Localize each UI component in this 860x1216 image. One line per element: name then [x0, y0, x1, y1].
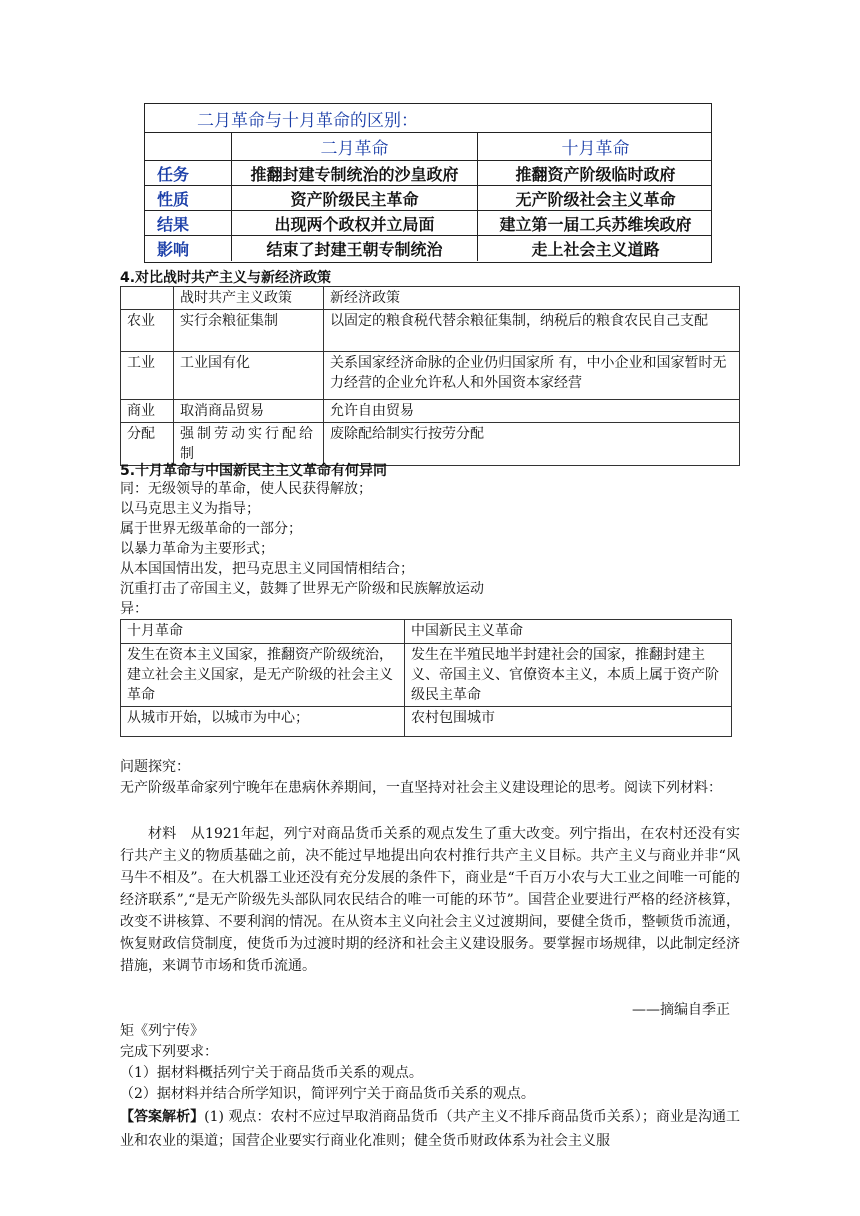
table-row: 工业 工业国有化 关系国家经济命脉的企业仍归国家所 有，中小企业和国家暂时无力经营的企业允许私人和外国资本家经营 [121, 352, 740, 400]
answer-text: 【答案解析】(1) 观点：农村不应过早取消商品货币（共产主义不排斥商品货币关系）；商业是沟通工业和农业的渠道；国营企业要实行商业化准则；健全货币财政体系为社会主义服 [120, 1109, 741, 1149]
inquiry-intro: 无产阶级革命家列宁晚年在患病休养期间，一直坚持对社会主义建设理论的思考。阅读下列材料： [120, 780, 722, 796]
table-row: 从城市开始，以城市为中心； 农村包围城市 [121, 707, 732, 737]
table-row: 结果 出现两个政权并立局面 建立第一届工兵苏维埃政府 [145, 211, 711, 236]
table-row: 任务 推翻封建专制统治的沙皇政府 推翻资产阶级临时政府 [145, 161, 711, 186]
table-row: 发生在资本主义国家，推翻资产阶级统治，建立社会主义国家，是无产阶级的社会主义革命 发生在半殖民地半封建社会的国家，推翻封建主义、帝国主义、官僚资本主义，本质上属于资产阶级民主革命 [121, 644, 732, 707]
table-row: 影响 结束了封建王朝专制统治 走上社会主义道路 [145, 236, 711, 261]
requirements-label: 完成下列要求： [120, 1044, 218, 1060]
table-row: 分配 强制劳动实行配给制 废除配给制实行按劳分配 [121, 423, 740, 466]
table-row: 战时共产主义政策 新经济政策 [121, 287, 740, 310]
header-february: 二月革命 [231, 133, 477, 160]
table-row: 商业 取消商品贸易 允许自由贸易 [121, 400, 740, 423]
answer-label: 【答案解析】 [120, 1109, 205, 1125]
section4-title: 4.对比战时共产主义与新经济政策 [120, 270, 332, 286]
table-row: 十月革命 中国新民主义革命 [121, 620, 732, 644]
policy-comparison-table [120, 286, 740, 466]
table-row: 性质 资产阶级民主革命 无产阶级社会主义革命 [145, 186, 711, 211]
inquiry-title: 问题探究： [120, 759, 190, 775]
table-row: 农业 实行余粮征集制 以固定的粮食税代替余粮征集制，纳税后的粮食农民自己支配 [121, 310, 740, 352]
table-header [145, 133, 711, 161]
material-text: 材料 从1921年起，列宁对商品货币关系的观点发生了重大改变。列宁指出，在农村还没有实行共产主义的物质基础之前，决不能过早地提出向农村推行共产主义目标。共产主义与商业并非“风马牛不相及”。在大机器工业还没有充分发展的条件下，商业是“千百万小农与大工业之间唯一可能的经济联系”,“是无产阶级先头部队同农民结合的唯一可能的环节”。国营企业要进行严格的经济核算，改变不讲核算、不要利润的情况。在从资本主义向社会主义过渡期间，要健全货币，整顿货币流通，恢复财政信贷制度，使货币为过渡时期的经济和社会主义建设服务。要掌握市场规律，以此制定经济措施，来调节市场和货币流通。 [120, 826, 740, 974]
section5-title: 5.十月革命与中国新民主主义革命有何异同 [120, 463, 388, 479]
source-line2: 矩《列宁传》 [120, 1023, 204, 1039]
question-2: （2）据材料并结合所学知识，简评列宁关于商品货币关系的观点。 [120, 1086, 535, 1102]
table-caption: 二月革命与十月革命的区别： [145, 104, 711, 133]
similarities-text: 同：无级领导的革命，使人民获得解放； 以马克思主义为指导； 属于世界无级革命的一部分； 以暴力革命为主要形式； 从本国国情出发，把马克思主义同国情相结合； 沉重打击了帝国主义，鼓舞了世界无产阶级和民族解放运动 异： [120, 481, 484, 617]
header-october: 十月革命 [477, 133, 713, 160]
revolution-differences-table [120, 619, 732, 737]
question-1: （1）据材料概括列宁关于商品货币关系的观点。 [120, 1065, 423, 1081]
revolution-comparison-table [144, 103, 712, 263]
source-line1: ——摘编自季正 [632, 1002, 730, 1018]
